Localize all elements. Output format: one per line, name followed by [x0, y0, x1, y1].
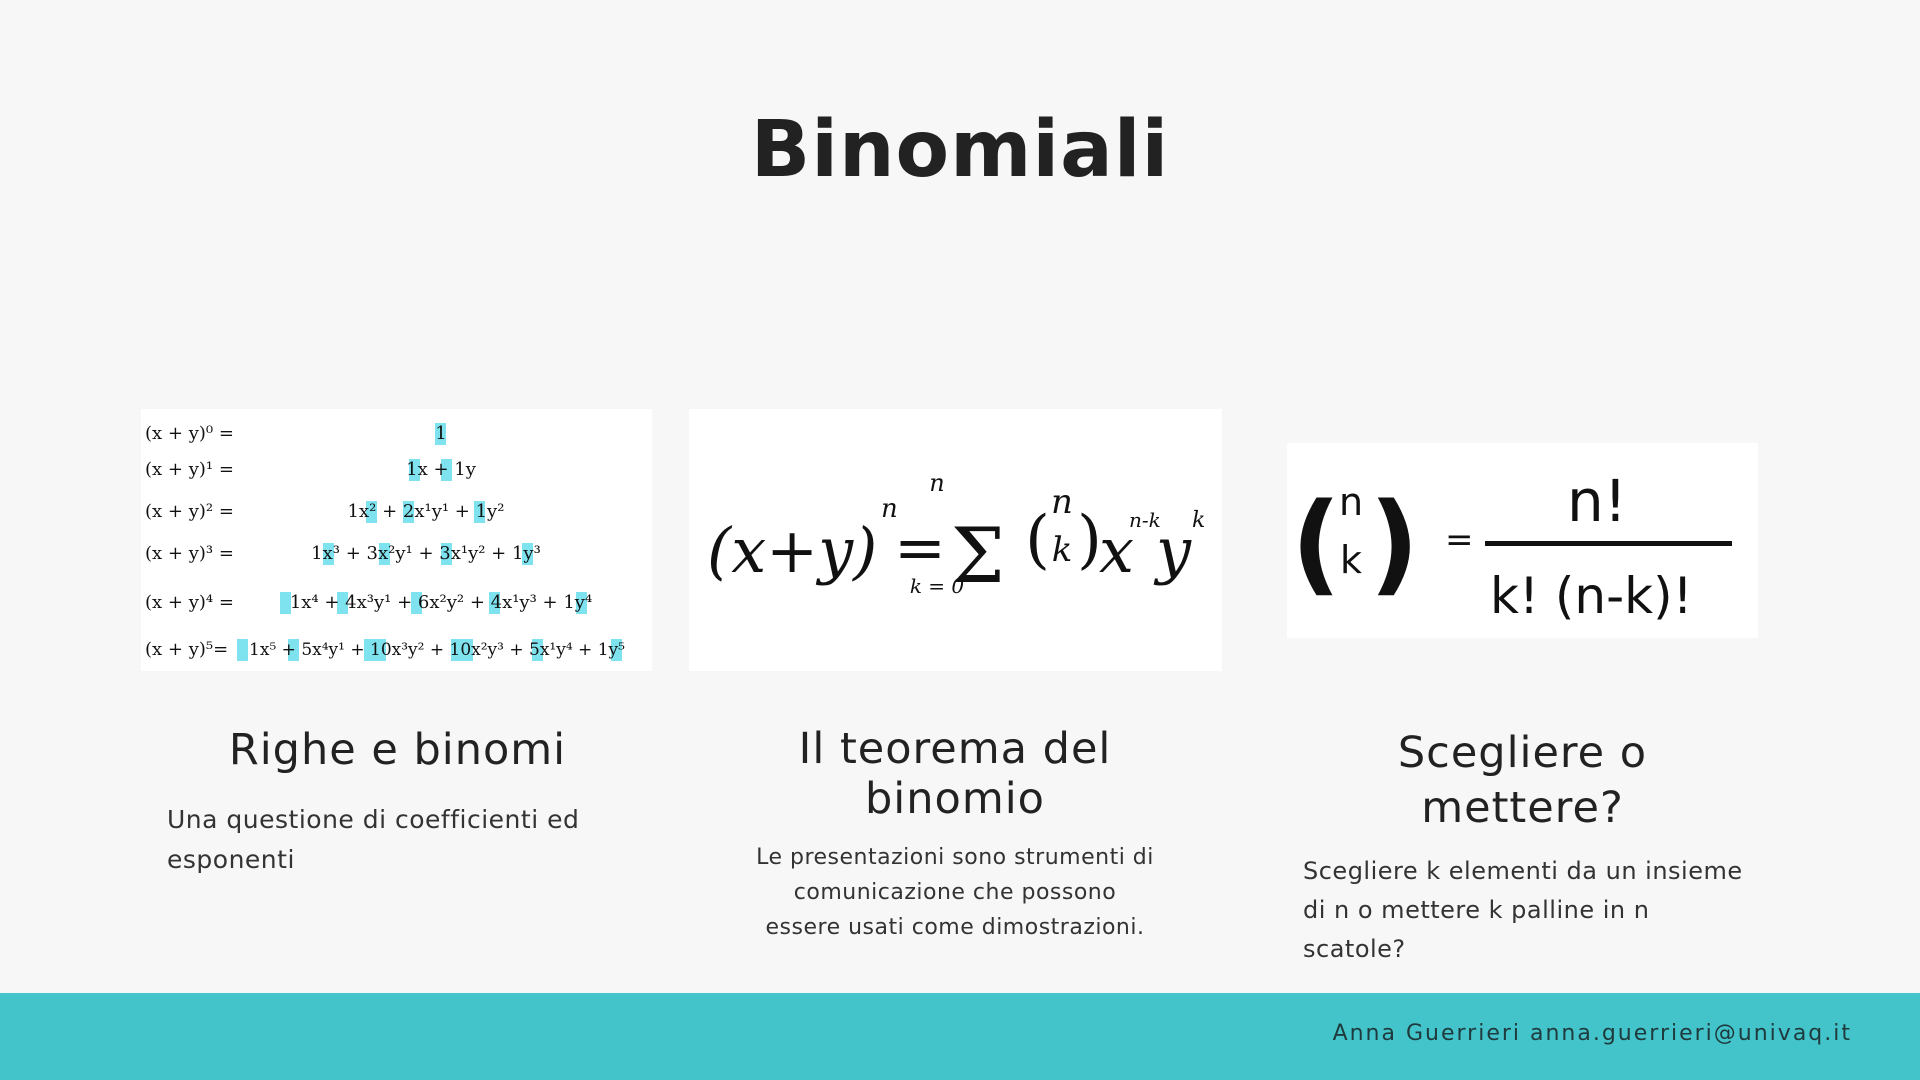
theorem-y: y	[1156, 514, 1192, 587]
binomial-theorem-figure	[689, 409, 1222, 671]
choose-numerator: n!	[1566, 467, 1628, 535]
big-left-paren-icon: (	[1291, 479, 1342, 607]
theorem-y-exponent: k	[1192, 508, 1206, 533]
pascal-row-1-lhs: (x + y)¹ =	[145, 459, 234, 480]
theorem-binom-top: n	[1051, 482, 1073, 522]
pascal-row-2-lhs: (x + y)² =	[145, 501, 234, 522]
pascal-row-0-rhs: 1	[435, 423, 447, 444]
pascal-row-0-lhs: (x + y)⁰ =	[145, 423, 234, 444]
pascal-row-5-rhs: 1x⁵ + 5x⁴y¹ + 10x³y² + 10x²y³ + 5x¹y⁴ + 1y⁵	[249, 640, 625, 660]
pascal-row-3-lhs: (x + y)³ =	[145, 543, 234, 564]
column-3-heading: Scegliere o mettere?	[1397, 728, 1648, 833]
theorem-binom-bottom: k	[1051, 530, 1073, 570]
pascal-row-4-lhs: (x + y)⁴ =	[145, 592, 234, 613]
theorem-sum-lower: k = 0	[909, 574, 965, 598]
choose-denominator: k! (n-k)!	[1490, 567, 1693, 625]
theorem-lhs: (x+y)	[707, 514, 878, 587]
column-1-heading: Righe e binomi	[228, 725, 567, 775]
right-paren-icon: )	[1077, 503, 1102, 577]
pascal-row-4-rhs: 1x⁴ + 4x³y¹ + 6x²y² + 4x¹y³ + 1y⁴	[289, 592, 593, 613]
theorem-x-exponent: n-k	[1129, 508, 1161, 532]
pascal-row-5-lhs: (x + y)⁵=	[145, 639, 229, 660]
left-paren-icon: (	[1025, 503, 1050, 577]
choose-equals: =	[1445, 520, 1474, 560]
pascal-triangle-image	[141, 409, 652, 671]
column-2-text: Le presentazioni sono strumenti di comunicazione che possono essere usati come dimostrazioni.	[756, 845, 1154, 940]
theorem-equals: =	[894, 511, 946, 584]
pascal-row-2-rhs: 1x² + 2x¹y¹ + 1y²	[347, 501, 505, 522]
sigma-icon: Σ	[951, 511, 1005, 600]
pascal-triangle-figure	[141, 409, 652, 671]
pascal-row-1-rhs: 1x + 1y	[406, 459, 476, 480]
choose-n: n	[1338, 480, 1364, 524]
slide-title: Binomiali	[750, 105, 1170, 195]
column-1-text: Una questione di coefficienti ed esponenti	[167, 805, 580, 874]
theorem-x: x	[1099, 514, 1134, 587]
column-2-heading: Il teorema del binomio	[798, 724, 1112, 824]
fraction-bar	[1485, 541, 1732, 546]
big-right-paren-icon: )	[1369, 479, 1420, 607]
binomial-coefficient-image	[1287, 443, 1758, 638]
theorem-sum-upper: n	[929, 469, 945, 497]
binomial-theorem-image	[689, 409, 1222, 671]
theorem-exponent: n	[881, 494, 898, 524]
footer-author: Anna Guerrieri anna.guerrieri@univaq.it	[1332, 1021, 1852, 1046]
pascal-row-3-rhs: 1x³ + 3x²y¹ + 3x¹y² + 1y³	[311, 543, 541, 564]
binomial-coefficient-figure	[1287, 443, 1758, 638]
footer-bar	[0, 993, 1920, 1080]
choose-k: k	[1339, 538, 1363, 582]
column-3-text: Scegliere k elementi da un insieme di n o mettere k palline in n scatole?	[1303, 857, 1743, 963]
